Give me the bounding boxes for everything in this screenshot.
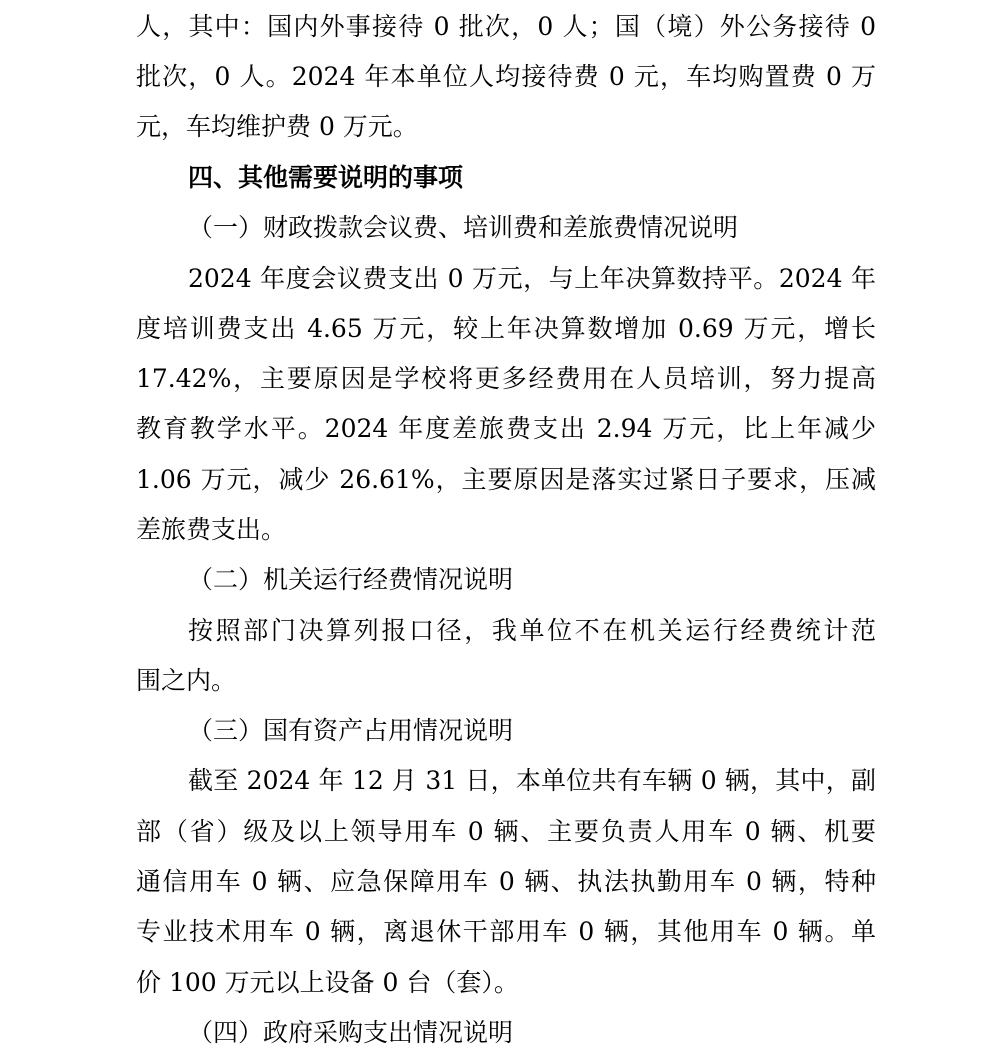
paragraph-line: 教育教学水平。2024 年度差旅费支出 2.94 万元，比上年减少 xyxy=(136,414,876,443)
paragraph-line: 截至 2024 年 12 月 31 日，本单位共有车辆 0 辆，其中，副 xyxy=(188,766,876,795)
paragraph-line: 差旅费支出。 xyxy=(136,515,287,544)
paragraph-line: 通信用车 0 辆、应急保障用车 0 辆、执法执勤用车 0 辆，特种 xyxy=(136,867,876,896)
paragraph-line: 元，车均维护费 0 万元。 xyxy=(136,112,418,141)
paragraph-line: 17.42%，主要原因是学校将更多经费用在人员培训，努力提高 xyxy=(136,364,876,393)
paragraph-line: 度培训费支出 4.65 万元，较上年决算数增加 0.69 万元，增长 xyxy=(136,314,876,343)
paragraph-line: 人，其中：国内外事接待 0 批次，0 人；国（境）外公务接待 0 xyxy=(136,12,876,41)
section-heading: 四、其他需要说明的事项 xyxy=(188,163,464,192)
paragraph-line: 专业技术用车 0 辆，离退休干部用车 0 辆，其他用车 0 辆。单 xyxy=(136,917,876,946)
subsection-heading: （二）机关运行经费情况说明 xyxy=(188,565,514,594)
paragraph-line: 批次，0 人。2024 年本单位人均接待费 0 元，车均购置费 0 万 xyxy=(136,62,876,91)
subsection-heading: （三）国有资产占用情况说明 xyxy=(188,716,514,745)
paragraph-line: 价 100 万元以上设备 0 台（套）。 xyxy=(136,968,519,997)
paragraph-line: 按照部门决算列报口径，我单位不在机关运行经费统计范 xyxy=(188,616,876,645)
paragraph-line: 2024 年度会议费支出 0 万元，与上年决算数持平。2024 年 xyxy=(188,264,876,293)
subsection-heading: （四）政府采购支出情况说明 xyxy=(188,1018,514,1047)
paragraph-line: 围之内。 xyxy=(136,666,237,695)
paragraph-line: 部（省）级及以上领导用车 0 辆、主要负责人用车 0 辆、机要 xyxy=(136,817,876,846)
paragraph-line: 1.06 万元，减少 26.61%，主要原因是落实过紧日子要求，压减 xyxy=(136,465,876,494)
subsection-heading: （一）财政拨款会议费、培训费和差旅费情况说明 xyxy=(188,213,739,242)
